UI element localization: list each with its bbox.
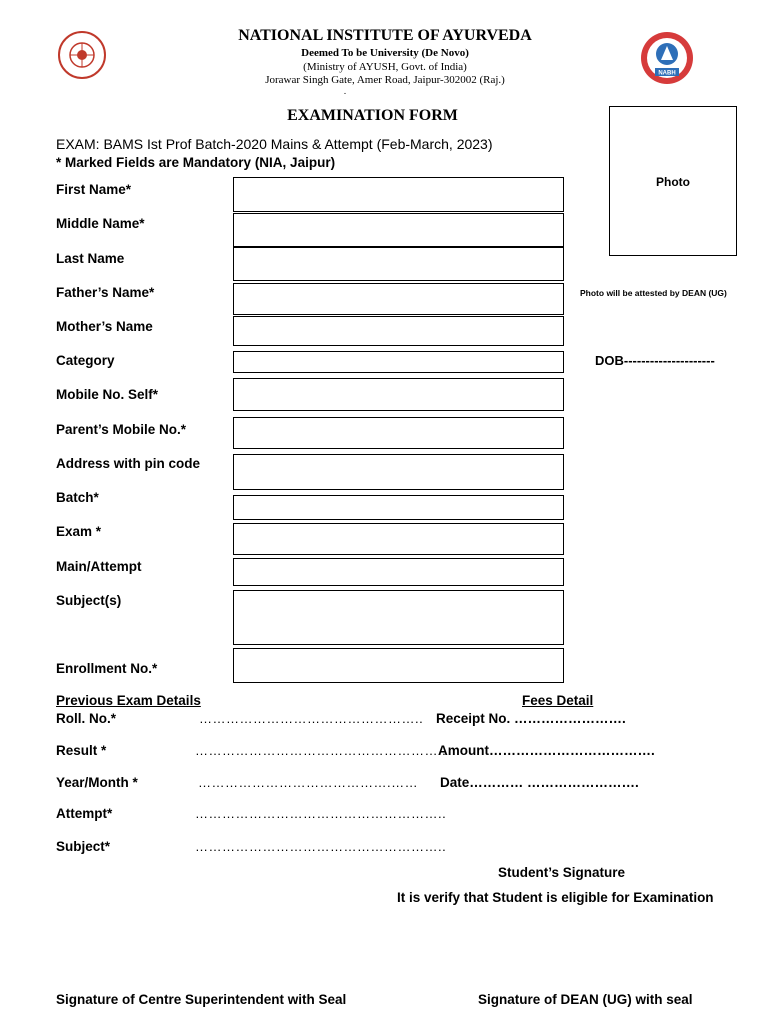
dean-signature-label: Signature of DEAN (UG) with seal [478,992,693,1007]
subjects-label: Subject(s) [56,593,122,608]
receipt-no-field[interactable]: Receipt No. ……………………. [436,711,626,726]
enrollment-field[interactable] [233,648,564,683]
roll-no-field[interactable]: ………………………………………….. [199,711,424,726]
amount-field[interactable]: Amount………………………………. [438,743,655,758]
mobile-self-field[interactable] [233,378,564,411]
attempt-label: Attempt* [56,806,113,821]
roll-no-label: Roll. No.* [56,711,116,726]
middle-name-field[interactable] [233,213,564,247]
last-name-label: Last Name [56,251,125,266]
first-name-label: First Name* [56,182,132,197]
last-name-field[interactable] [233,247,564,281]
result-label: Result * [56,743,107,758]
main-attempt-field[interactable] [233,558,564,586]
exam-label: Exam * [56,524,102,539]
batch-field[interactable] [233,495,564,520]
exam-field[interactable] [233,523,564,555]
mother-name-field[interactable] [233,316,564,346]
result-field[interactable]: ……………………………………………….. [195,743,447,758]
dob-field[interactable]: DOB--------------------- [595,353,715,368]
fees-detail-heading: Fees Detail [522,693,594,708]
date-field[interactable]: Date………… ……………………. [440,775,639,790]
father-name-field[interactable] [233,283,564,315]
header-dot: . [343,86,347,96]
father-name-label: Father’s Name* [56,285,155,300]
superintendent-signature-label: Signature of Centre Superintendent with Seal [56,992,347,1007]
photo-attest-note: Photo will be attested by DEAN (UG) [580,288,727,298]
mandatory-note: * Marked Fields are Mandatory (NIA, Jaipur) [56,155,336,170]
address-label: Address with pin code [56,456,201,471]
institute-name: NATIONAL INSTITUTE OF AYURVEDA [238,27,532,44]
batch-label: Batch* [56,490,99,505]
subject-field[interactable]: ……………………………………………….. [195,839,447,854]
main-attempt-label: Main/Attempt [56,559,142,574]
photo-label: Photo [656,175,690,189]
mobile-self-label: Mobile No. Self* [56,387,159,402]
address-line: Jorawar Singh Gate, Amer Road, Jaipur-302002 (Raj.) [265,74,505,86]
parent-mobile-label: Parent’s Mobile No.* [56,422,187,437]
year-month-field[interactable]: …………………………………….…… [198,775,419,790]
subject-label: Subject* [56,839,111,854]
first-name-field[interactable] [233,177,564,212]
address-field[interactable] [233,454,564,490]
enrollment-label: Enrollment No.* [56,661,158,676]
mother-name-label: Mother’s Name [56,319,153,334]
attempt-field[interactable]: ……………………………………………….. [195,806,447,821]
deemed-university-line: Deemed To be University (De Novo) [301,47,469,59]
year-month-label: Year/Month * [56,775,138,790]
eligibility-statement: It is verify that Student is eligible for Examination [397,890,714,905]
ministry-line: (Ministry of AYUSH, Govt. of India) [303,61,467,73]
subjects-field[interactable] [233,590,564,645]
exam-line: EXAM: BAMS Ist Prof Batch-2020 Mains & Attempt (Feb-March, 2023) [56,136,493,152]
previous-exam-heading: Previous Exam Details [56,693,201,708]
student-signature-label: Student’s Signature [498,865,626,880]
parent-mobile-field[interactable] [233,417,564,449]
form-title: EXAMINATION FORM [287,107,458,124]
category-label: Category [56,353,115,368]
middle-name-label: Middle Name* [56,216,145,231]
nabh-logo-text: NABH [658,70,676,77]
category-field[interactable] [233,351,564,373]
